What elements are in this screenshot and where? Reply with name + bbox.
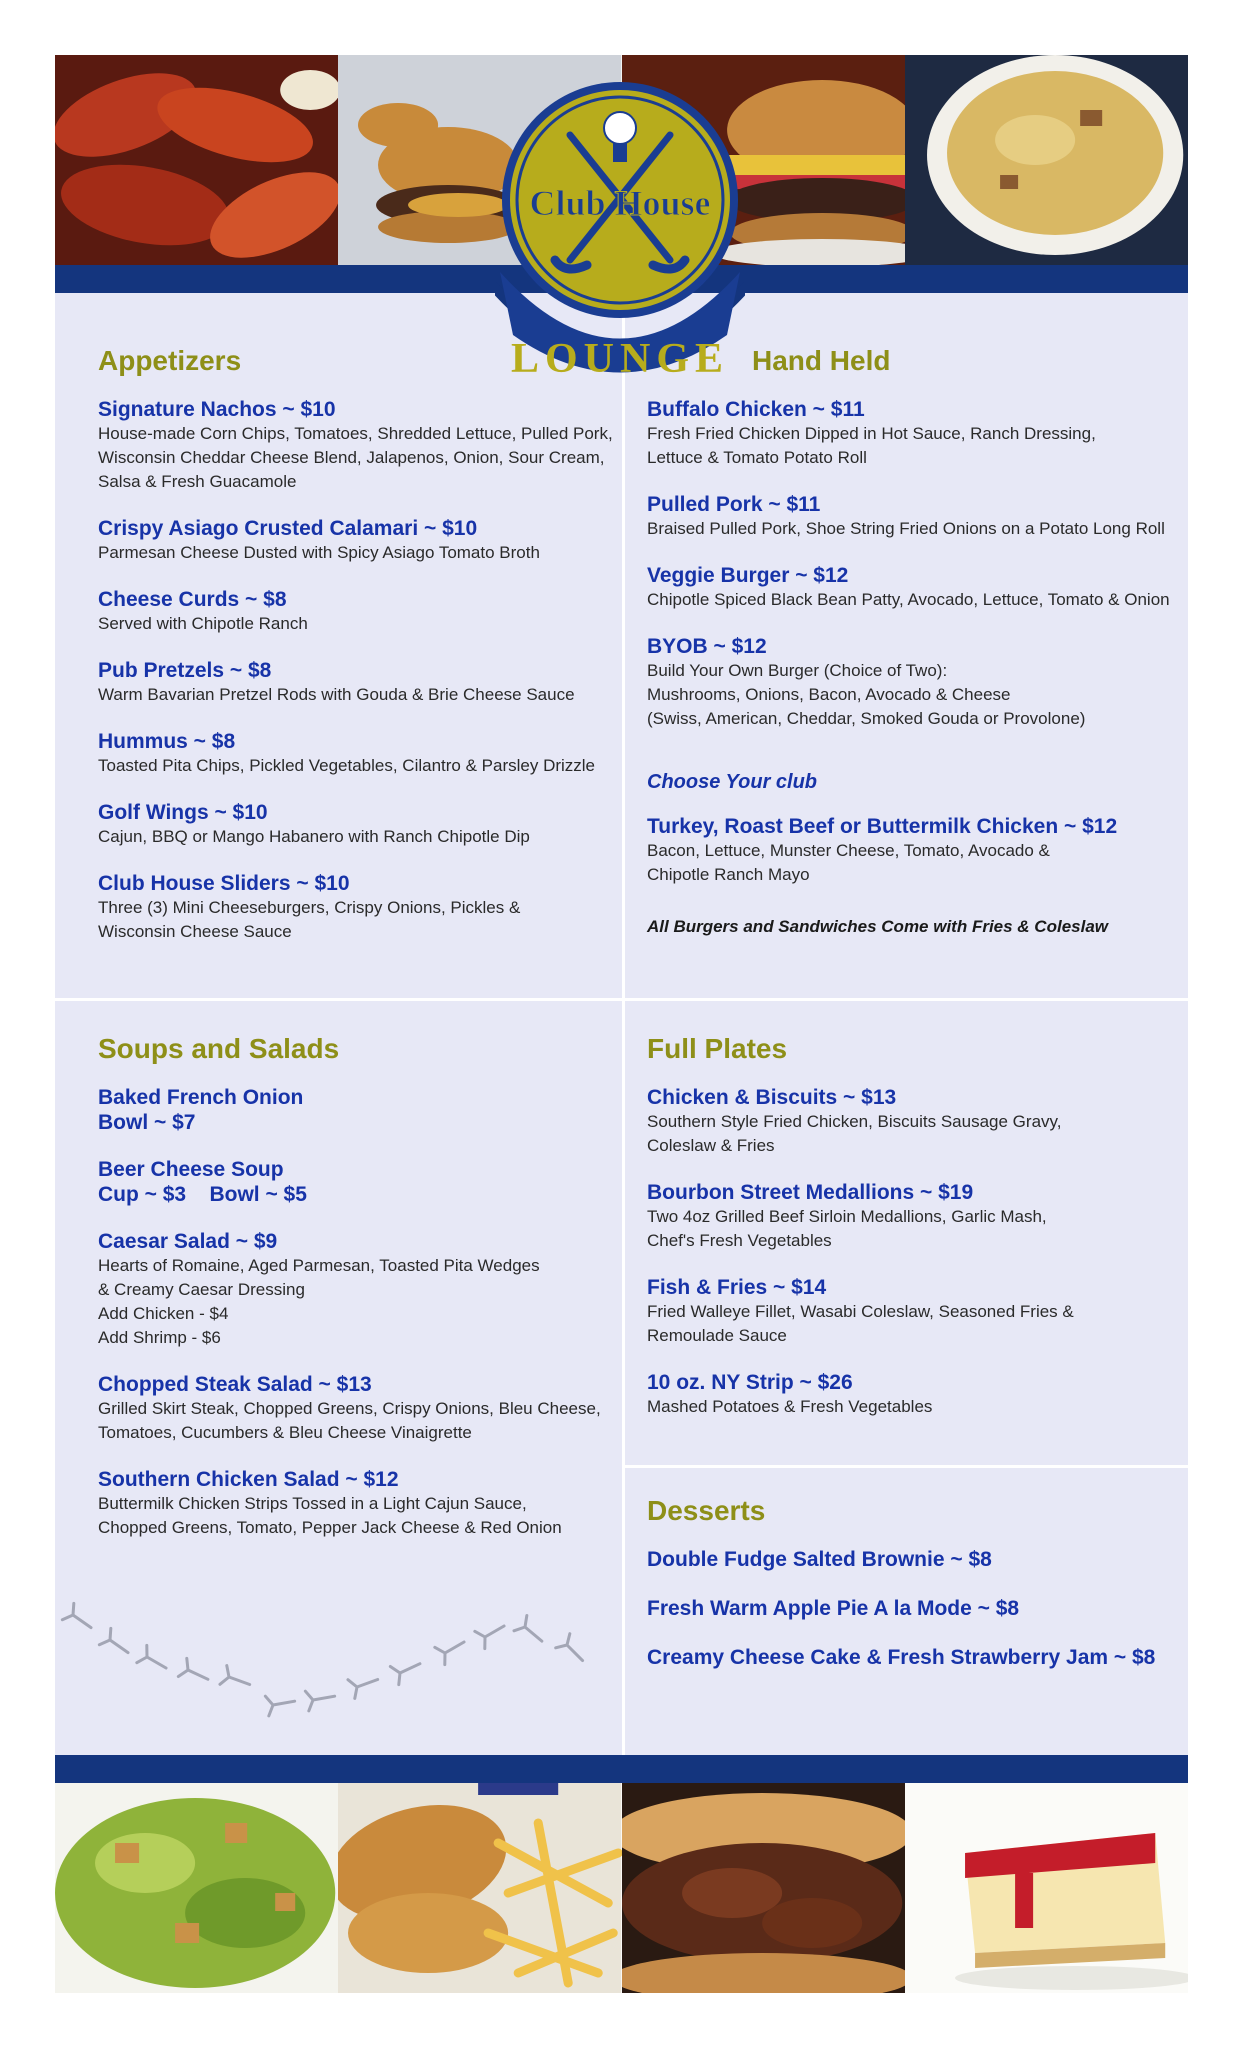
menu-item xyxy=(647,1085,1177,1158)
item-name: Buffalo Chicken ~ $11 xyxy=(647,398,865,421)
item-name: Pulled Pork ~ $11 xyxy=(647,493,821,516)
item-name: Signature Nachos ~ $10 xyxy=(98,398,336,421)
full-plates-title: Full Plates xyxy=(647,1033,788,1064)
menu-item xyxy=(98,658,608,707)
item-desc: Parmesan Cheese Dusted with Spicy Asiago Tomato Broth xyxy=(98,543,540,562)
item-name: Chopped Steak Salad ~ $13 xyxy=(98,1373,372,1396)
item-name: Cup ~ $3 Bowl ~ $5 xyxy=(98,1183,307,1206)
menu-item xyxy=(98,587,608,636)
menu-item xyxy=(647,1547,1177,1572)
item-name: Turkey, Roast Beef or Buttermilk Chicken ~ $12 xyxy=(647,815,1118,838)
item-desc: Two 4oz Grilled Beef Sirloin Medallions, Garlic Mash, xyxy=(647,1207,1047,1226)
menu-item xyxy=(647,1180,1177,1253)
item-name: Fresh Warm Apple Pie A la Mode ~ $8 xyxy=(647,1597,1020,1620)
item-name: BYOB ~ $12 xyxy=(647,635,767,658)
full-plates-section xyxy=(647,1033,1177,1441)
item-name: Cheese Curds ~ $8 xyxy=(98,588,287,611)
desserts-title: Desserts xyxy=(647,1495,766,1526)
menu-page xyxy=(55,55,1188,1993)
menu-item xyxy=(647,1275,1177,1348)
item-desc: Salsa & Fresh Guacamole xyxy=(98,472,297,491)
bird-tracks-decoration xyxy=(55,1595,615,1735)
soups-salads-section xyxy=(98,1033,608,1562)
item-name: Southern Chicken Salad ~ $12 xyxy=(98,1468,399,1491)
desserts-divider xyxy=(625,1465,1188,1468)
choose-your-club-label: Choose Your club xyxy=(647,771,818,793)
cheesecake-photo xyxy=(905,1783,1188,1993)
item-name: Bourbon Street Medallions ~ $19 xyxy=(647,1181,974,1204)
item-name: Caesar Salad ~ $9 xyxy=(98,1230,278,1253)
caesar-salad-photo xyxy=(55,1783,338,1993)
item-name: Creamy Cheese Cake & Fresh Strawberry Jam ~ $8 xyxy=(647,1646,1156,1669)
right-row-divider xyxy=(625,998,1188,1001)
item-desc: Southern Style Fried Chicken, Biscuits Sausage Gravy, xyxy=(647,1112,1062,1131)
item-desc: Fresh Fried Chicken Dipped in Hot Sauce, Ranch Dressing, xyxy=(647,424,1096,443)
menu-item xyxy=(98,1467,608,1540)
item-name: Baked French Onion xyxy=(98,1086,304,1109)
pulled-pork-photo xyxy=(622,1783,905,1993)
item-desc: Add Shrimp - $6 xyxy=(98,1328,221,1347)
item-desc: Chipotle Ranch Mayo xyxy=(647,865,810,884)
item-desc: Build Your Own Burger (Choice of Two): xyxy=(647,661,948,680)
menu-item xyxy=(98,1372,608,1445)
menu-item xyxy=(647,634,1177,731)
item-name: Beer Cheese Soup xyxy=(98,1158,284,1181)
menu-item xyxy=(647,1596,1177,1621)
item-desc: Chopped Greens, Tomato, Pepper Jack Cheese & Red Onion xyxy=(98,1518,562,1537)
item-desc: Mashed Potatoes & Fresh Vegetables xyxy=(647,1397,933,1416)
item-name: Golf Wings ~ $10 xyxy=(98,801,268,824)
item-desc: Braised Pulled Pork, Shoe String Fried Onions on a Potato Long Roll xyxy=(647,519,1165,538)
item-name: 10 oz. NY Strip ~ $26 xyxy=(647,1371,853,1394)
item-desc: Toasted Pita Chips, Pickled Vegetables, Cilantro & Parsley Drizzle xyxy=(98,756,596,775)
fish-and-fries-photo xyxy=(338,1783,621,1993)
item-name: Crispy Asiago Crusted Calamari ~ $10 xyxy=(98,517,478,540)
menu-item xyxy=(647,814,1177,887)
item-desc: Add Chicken - $4 xyxy=(98,1304,229,1323)
item-desc: Mushrooms, Onions, Bacon, Avocado & Cheese xyxy=(647,685,1011,704)
item-name: Pub Pretzels ~ $8 xyxy=(98,659,272,682)
menu-item xyxy=(98,800,608,849)
item-desc: Tomatoes, Cucumbers & Bleu Cheese Vinaigrette xyxy=(98,1423,472,1442)
desserts-section xyxy=(647,1495,1177,1692)
item-desc: Cajun, BBQ or Mango Habanero with Ranch Chipotle Dip xyxy=(98,827,530,846)
club-house-lounge-logo xyxy=(495,80,745,420)
item-desc: Grilled Skirt Steak, Chopped Greens, Crispy Onions, Bleu Cheese, xyxy=(98,1399,601,1418)
item-desc: Wisconsin Cheese Sauce xyxy=(98,922,292,941)
item-desc: Coleslaw & Fries xyxy=(647,1136,775,1155)
menu-item xyxy=(98,1085,608,1135)
menu-item xyxy=(98,871,608,944)
menu-item xyxy=(98,1157,608,1207)
appetizers-title: Appetizers xyxy=(98,345,242,376)
menu-item xyxy=(647,1645,1177,1670)
item-desc: Warm Bavarian Pretzel Rods with Gouda & Brie Cheese Sauce xyxy=(98,685,575,704)
menu-item xyxy=(647,563,1177,612)
item-desc: Buttermilk Chicken Strips Tossed in a Light Cajun Sauce, xyxy=(98,1494,527,1513)
menu-item xyxy=(647,492,1177,541)
item-desc: Chef's Fresh Vegetables xyxy=(647,1231,832,1250)
item-name: Bowl ~ $7 xyxy=(98,1111,196,1134)
item-desc: Three (3) Mini Cheeseburgers, Crispy Onions, Pickles & xyxy=(98,898,521,917)
buffalo-wings-photo xyxy=(55,55,338,265)
item-desc: (Swiss, American, Cheddar, Smoked Gouda or Provolone) xyxy=(647,709,1086,728)
soups-salads-title: Soups and Salads xyxy=(98,1033,340,1064)
item-name: Veggie Burger ~ $12 xyxy=(647,564,849,587)
item-desc: Hearts of Romaine, Aged Parmesan, Toasted Pita Wedges xyxy=(98,1256,540,1275)
item-desc: Remoulade Sauce xyxy=(647,1326,787,1345)
item-desc: & Creamy Caesar Dressing xyxy=(98,1280,305,1299)
item-desc: Fried Walleye Fillet, Wasabi Coleslaw, Seasoned Fries & xyxy=(647,1302,1074,1321)
soup-photo xyxy=(905,55,1188,265)
appetizers-section xyxy=(98,345,613,966)
hand-held-section xyxy=(647,345,1177,937)
item-desc: Bacon, Lettuce, Munster Cheese, Tomato, Avocado & xyxy=(647,841,1050,860)
item-desc: House-made Corn Chips, Tomatoes, Shredded Lettuce, Pulled Pork, xyxy=(98,424,613,443)
bottom-photo-strip xyxy=(55,1783,1188,1993)
logo-lounge-text: LOUNGE xyxy=(510,336,730,382)
item-name: Double Fudge Salted Brownie ~ $8 xyxy=(647,1548,992,1571)
logo-club-house-text: Club House xyxy=(529,183,711,223)
sides-note: All Burgers and Sandwiches Come with Fries & Coleslaw xyxy=(647,917,1109,936)
item-desc: Lettuce & Tomato Potato Roll xyxy=(647,448,867,467)
hand-held-title: Hand Held xyxy=(752,345,891,376)
item-desc: Served with Chipotle Ranch xyxy=(98,614,308,633)
menu-item xyxy=(98,516,608,565)
item-desc: Chipotle Spiced Black Bean Patty, Avocado, Lettuce, Tomato & Onion xyxy=(647,590,1170,609)
item-name: Chicken & Biscuits ~ $13 xyxy=(647,1086,897,1109)
item-name: Fish & Fries ~ $14 xyxy=(647,1276,827,1299)
menu-item xyxy=(647,1370,1177,1419)
bottom-navy-band xyxy=(55,1755,1188,1783)
column-divider xyxy=(622,293,625,1755)
item-name: Club House Sliders ~ $10 xyxy=(98,872,350,895)
menu-item xyxy=(98,729,608,778)
menu-item xyxy=(98,1229,608,1350)
item-desc: Wisconsin Cheddar Cheese Blend, Jalapenos, Onion, Sour Cream, xyxy=(98,448,605,467)
left-row-divider xyxy=(55,998,622,1001)
item-name: Hummus ~ $8 xyxy=(98,730,236,753)
